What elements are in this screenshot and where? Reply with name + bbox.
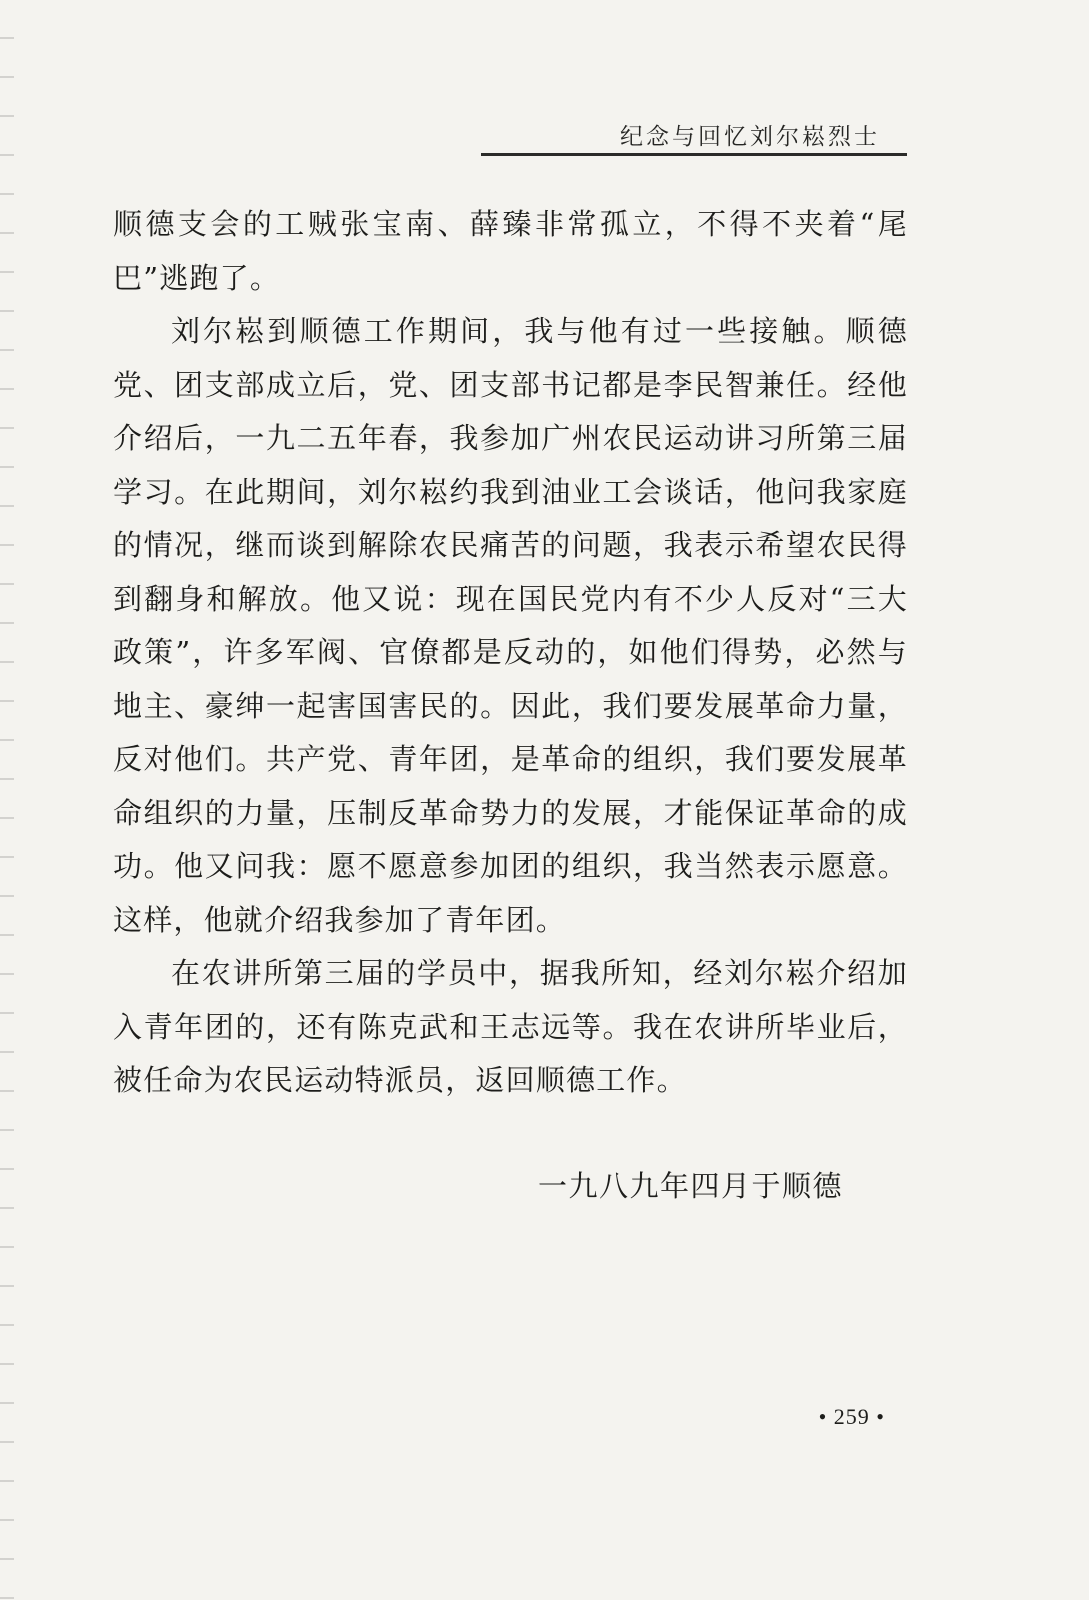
date-signature: 一九八九年四月于顺德 [537,1169,843,1203]
header-rule [481,153,907,156]
paragraph-1: 顺德支会的工贼张宝南、薛臻非常孤立，不得不夹着“尾巴”逃跑了。 [113,207,908,295]
paragraph-3: 在农讲所第三届的学员中，据我所知，经刘尔崧介绍加入青年团的，还有陈克武和王志远等。我在农讲所毕业后，被任命为农民运动特派员，返回顺德工作。 [113,956,908,1097]
scan-margin-specks [0,0,14,1600]
page-number: • 259 • [818,1404,885,1429]
running-header-title: 纪念与回忆刘尔崧烈士 [620,124,880,150]
paragraph-2: 刘尔崧到顺德工作期间，我与他有过一些接触。顺德党、团支部成立后，党、团支部书记都是李民智兼任。经他介绍后，一九二五年春，我参加广州农民运动讲习所第三届学习。在此期间，刘尔崧约我到油业工会谈话，他问我家庭的情况，继而谈到解除农民痛苦的问题，我表示希望农民得到翻身和解放。他又说：现在国民党内有不少人反对“三大政策”，许多军阀、官僚都是反动的，如他们得势，必然与地主、豪绅一起害国害民的。因此，我们要发展革命力量，反对他们。共产党、青年团，是革命的组织，我们要发展革命组织的力量，压制反革命势力的发展，才能保证革命的成功。他又问我：愿不愿意参加团的组织，我当然表示愿意。这样，他就介绍我参加了青年团。 [113,314,908,937]
body-text [113,198,908,1108]
